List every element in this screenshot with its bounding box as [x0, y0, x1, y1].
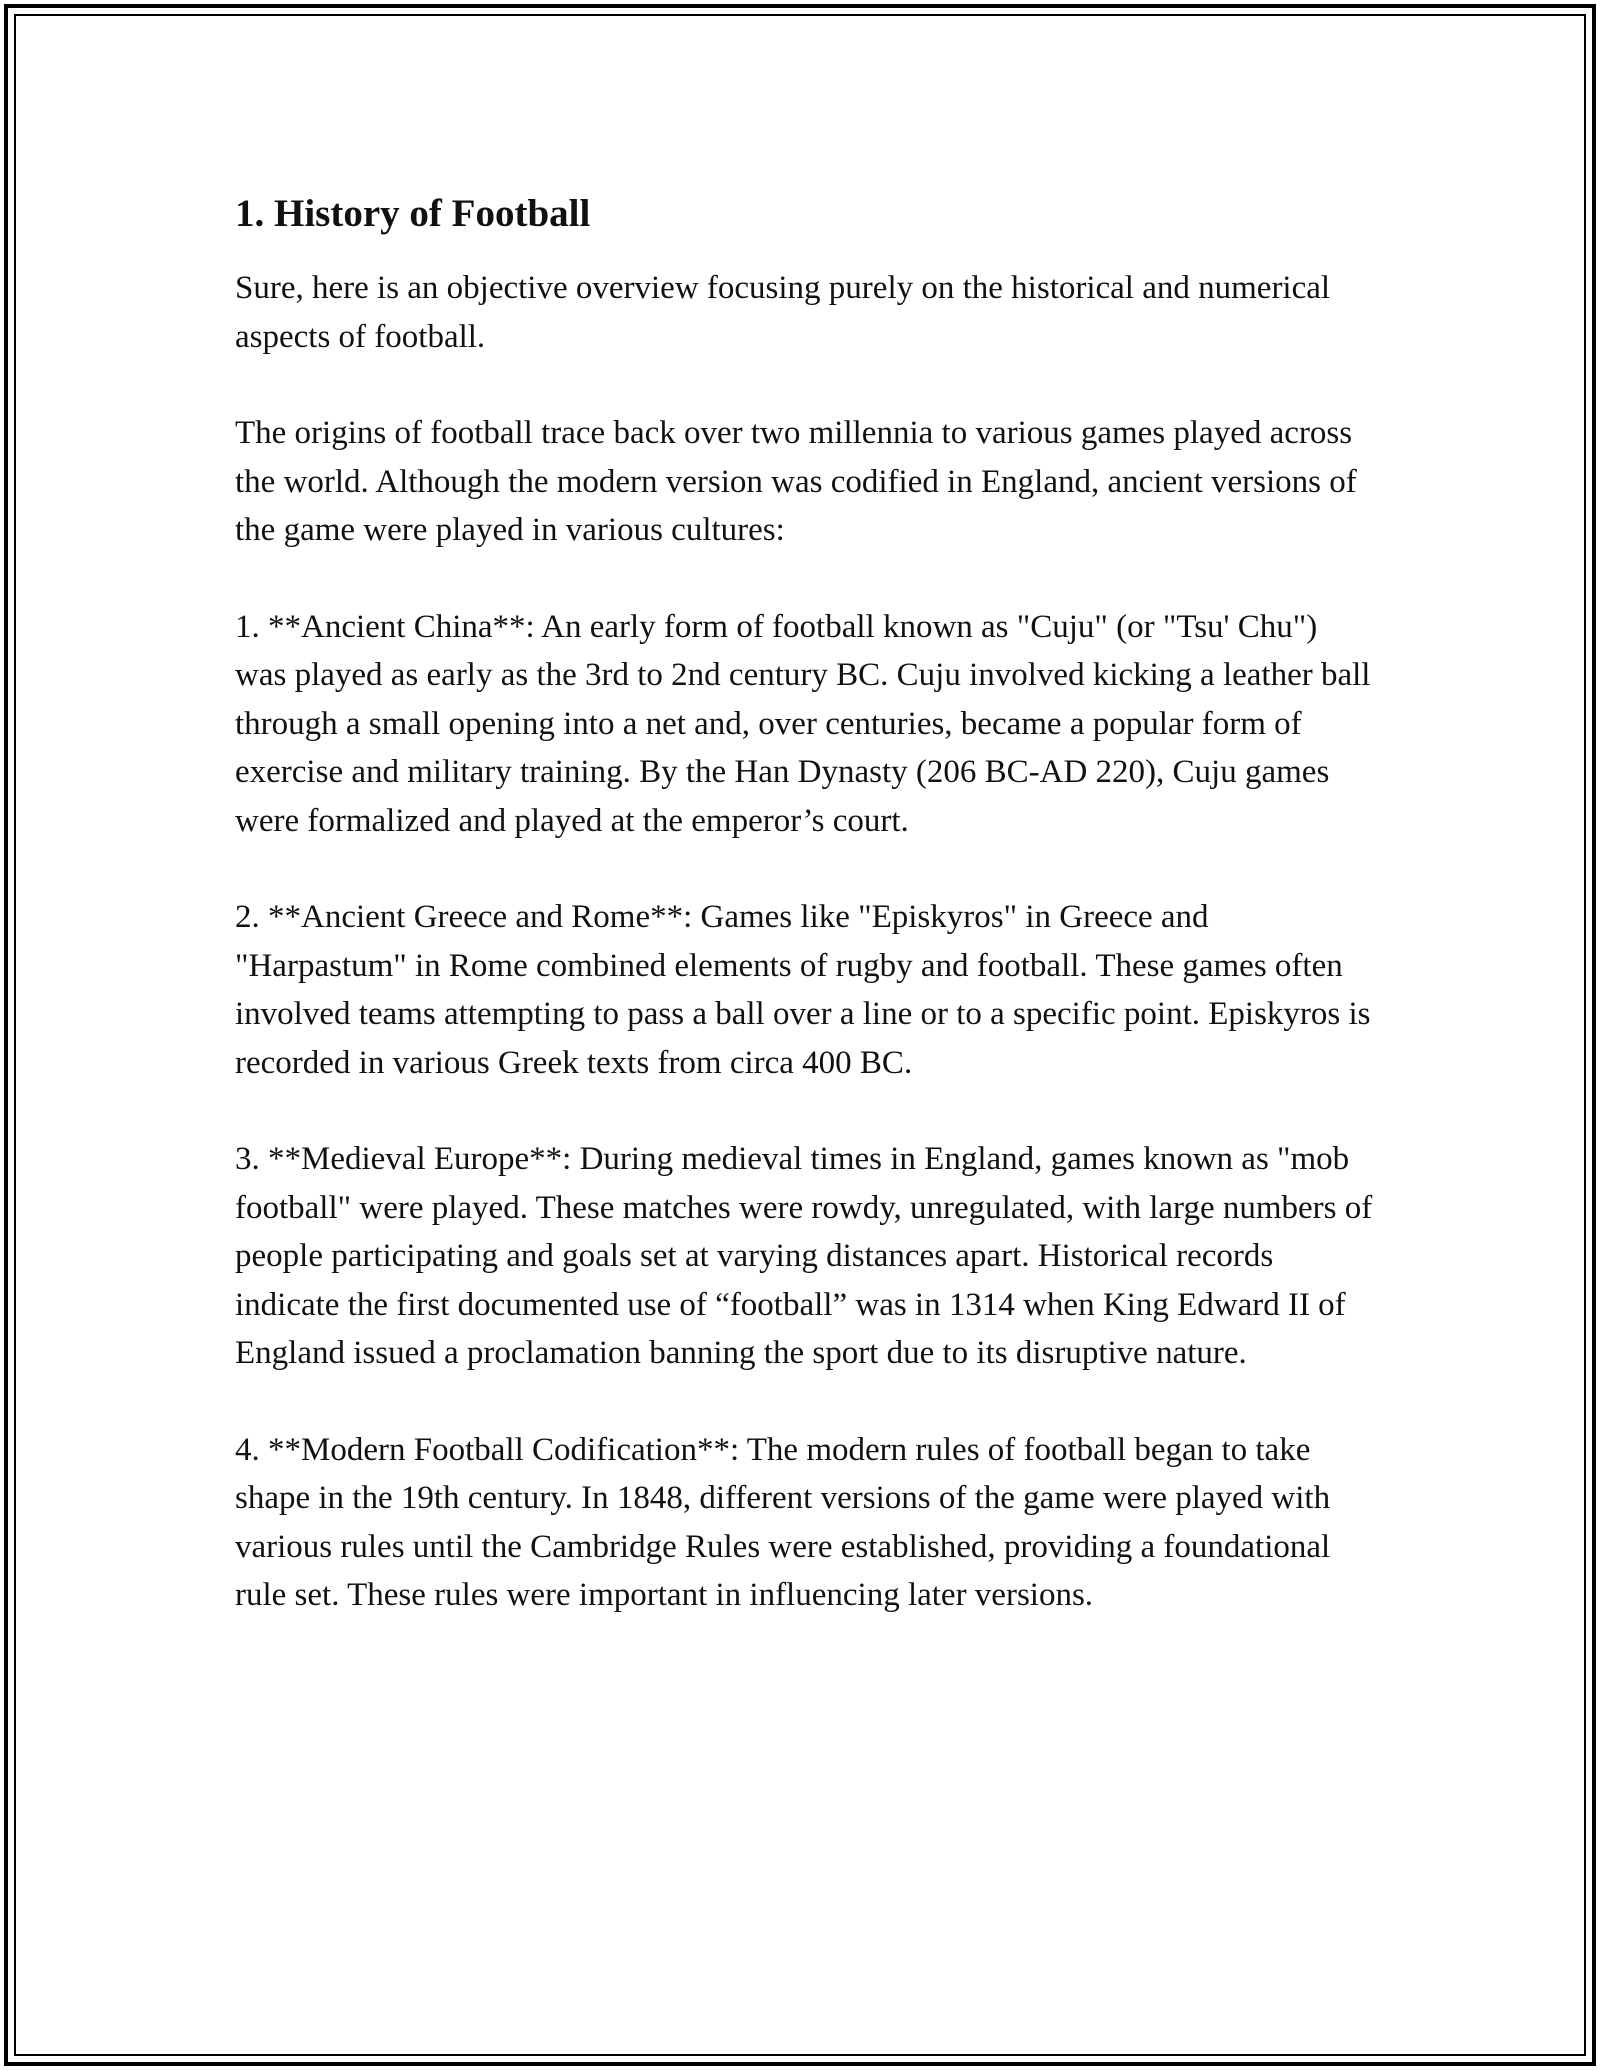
- section-title: 1. History of Football: [235, 192, 591, 235]
- intro-paragraph: Sure, here is an objective overview focusing purely on the historical and numerical aspects of football.: [235, 270, 1331, 355]
- ancient-china-paragraph: 1. **Ancient China**: An early form of football known as "Cuju" (or "Tsu' Chu") was played as early as the 3rd to 2nd century BC. Cuju involved kicking a leather ball through a small opening into a net and, over centuries, became a popular form of exercise and military training. By the Han Dynasty (206 BC-AD 220), Cuju games were formalized and played at the emperor’s court.: [235, 608, 1371, 839]
- medieval-europe-paragraph: 3. **Medieval Europe**: During medieval times in England, games known as "mob football" were played. These matches were rowdy, unregulated, with large numbers of people participating and goals set at varying distances apart. Historical records indicate the first documented use of “football” was in 1314 when King Edward II of England issued a proclamation banning the sport due to its disruptive nature.: [235, 1141, 1373, 1371]
- greece-rome-paragraph: 2. **Ancient Greece and Rome**: Games like "Episkyros" in Greece and "Harpastum" in Rome combined elements of rugby and football. These games often involved teams attempting to pass a ball over a line or to a specific point. Episkyros is recorded in various Greek texts from circa 400 BC.: [235, 899, 1371, 1081]
- document-body: [235, 188, 1375, 1668]
- origins-paragraph: The origins of football trace back over two millennia to various games played across the world. Although the modern version was codified in England, ancient versions of the game were played in various cultures:: [235, 415, 1357, 548]
- modern-codification-paragraph: 4. **Modern Football Codification**: The modern rules of football began to take shape in the 19th century. In 1848, different versions of the game were played with various rules until the Cambridge Rules were established, providing a foundational rule set. These rules were important in influencing later versions.: [235, 1431, 1331, 1613]
